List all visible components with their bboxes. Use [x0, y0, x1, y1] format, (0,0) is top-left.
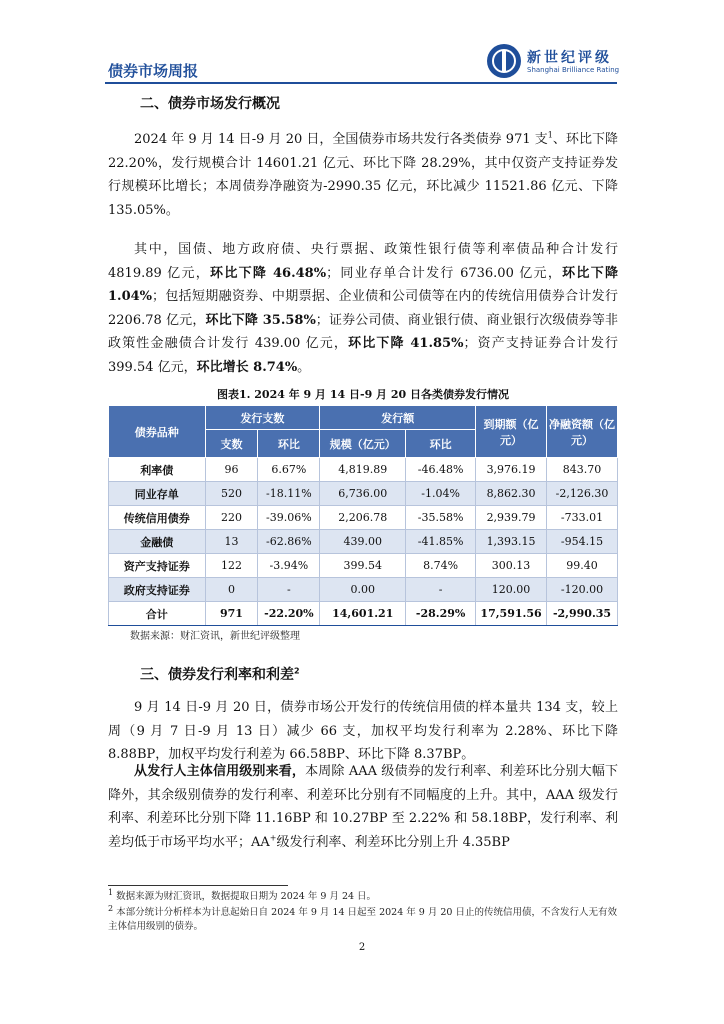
header-count-group: 发行支数 — [205, 406, 320, 430]
footnote-2: $^2$ 本部分统计分析样本为计息起始日自 2024 年 9 月 14 日起至 2024 年 9 月 20 日止的传统信用债，不含发行人无有效主体信用级别的债券。 — [108, 903, 617, 932]
header-maturity: 到期额（亿元） — [476, 406, 547, 458]
cell-maturity: 300.13 — [476, 554, 547, 578]
cell-count: 220 — [205, 506, 258, 530]
cell-net: -954.15 — [547, 530, 618, 554]
cell-name: 传统信用债券 — [109, 506, 206, 530]
cell-amount: 4,819.89 — [320, 458, 406, 482]
cell-count: 520 — [205, 482, 258, 506]
header-count-change: 环比 — [258, 430, 320, 458]
cell-count-change: -3.94% — [258, 554, 320, 578]
cell-maturity: 1,393.15 — [476, 530, 547, 554]
cell-name: 政府支持证券 — [109, 578, 206, 602]
logo-emblem-icon — [487, 44, 521, 78]
paragraph-rates-summary: 9 月 14 日-9 月 20 日，债券市场公开发行的传统信用债的样本量共 134 支，较上周（9 月 7 日-9 月 13 日）减少 66 支，加权平均发行利率为 2.28%、环比下降 8.88BP，加权平均发行利差为 66.58BP、环比下降 8.37BP。 — [108, 700, 618, 762]
cell-net: -733.01 — [547, 506, 618, 530]
cell-count: 971 — [205, 602, 258, 626]
cell-maturity: 3,976.19 — [476, 458, 547, 482]
table-row — [109, 506, 618, 530]
cell-count-change: -18.11% — [258, 482, 320, 506]
footnote-1: $^1$ 数据来源为财汇资讯，数据提取日期为 2024 年 9 月 24 日。 — [108, 887, 377, 902]
table-total-row — [109, 602, 618, 626]
table-row — [109, 482, 618, 506]
table-row — [109, 554, 618, 578]
cell-count: 96 — [205, 458, 258, 482]
paragraph-issuance-summary: 2024 年 9 月 14 日-9 月 20 日，全国债券市场共发行各类债券 971 支$^1$、环比下降 22.20%，发行规模合计 14601.21 亿元、环比下降 28.29%，其中仅资产支持证券发行规模环比增长；本周债券净融资为-2990.35 亿元，环比减少 11521.86 亿元、下降 135.05%。 — [108, 130, 618, 218]
header-divider — [105, 82, 617, 84]
cell-amount-change: -28.29% — [406, 602, 476, 626]
cell-count-change: -22.20% — [258, 602, 320, 626]
section-heading-issuance: 二、债券市场发行概况 — [140, 96, 280, 112]
cell-name: 合计 — [109, 602, 206, 626]
footnote-ref-2[interactable]: 2 — [294, 666, 300, 676]
header-amount: 规模（亿元） — [320, 430, 406, 458]
cell-count: 0 — [205, 578, 258, 602]
table-row — [109, 578, 618, 602]
cell-amount-change: -41.85% — [406, 530, 476, 554]
cell-name: 金融债 — [109, 530, 206, 554]
cell-net: -120.00 — [547, 578, 618, 602]
cell-amount: 0.00 — [320, 578, 406, 602]
cell-maturity: 2,939.79 — [476, 506, 547, 530]
cell-maturity: 120.00 — [476, 578, 547, 602]
footnote-ref-1[interactable]: 1 — [547, 130, 553, 140]
cell-amount-change: -46.48% — [406, 458, 476, 482]
cell-maturity: 17,591.56 — [476, 602, 547, 626]
cell-net: 843.70 — [547, 458, 618, 482]
cell-count: 122 — [205, 554, 258, 578]
table-row — [109, 530, 618, 554]
table-source: 数据来源：财汇资讯，新世纪评级整理 — [130, 631, 300, 642]
cell-net: -2,126.30 — [547, 482, 618, 506]
cell-name: 资产支持证券 — [109, 554, 206, 578]
brand-logo — [487, 44, 620, 84]
cell-count-change: - — [258, 578, 320, 602]
cell-count-change: -62.86% — [258, 530, 320, 554]
cell-amount: 6,736.00 — [320, 482, 406, 506]
cell-amount: 399.54 — [320, 554, 406, 578]
page-number: 2 — [358, 942, 366, 953]
footnote-divider — [108, 885, 288, 886]
header-amount-group: 发行额 — [320, 406, 476, 430]
header-type: 债券品种 — [109, 406, 206, 458]
report-title: 债券市场周报 — [108, 62, 199, 80]
cell-count-change: 6.67% — [258, 458, 320, 482]
header-net-financing: 净融资额（亿元） — [547, 406, 618, 458]
header-amount-change: 环比 — [406, 430, 476, 458]
header-count: 支数 — [205, 430, 258, 458]
cell-count-change: -39.06% — [258, 506, 320, 530]
paragraph-issuance-breakdown: 其中，国债、地方政府债、央行票据、政策性银行债等利率债品种合计发行 4819.89 亿元，环比下降 46.48%；同业存单合计发行 6736.00 亿元，环比下降 1.04%；包括短期融资券、中期票据、企业债和公司债等在内的传统信用债券合计发行 2206.78 亿元，环比下降 35.58%；证券公司债、商业银行债、商业银行次级债券等非政策性金融债合计发行 439.00 亿元，环比下降 41.85%；资产支持证券合计发行 399.54 亿元，环比增长 8.74%。 — [108, 242, 618, 375]
cell-count: 13 — [205, 530, 258, 554]
cell-name: 利率债 — [109, 458, 206, 482]
cell-amount-change: -35.58% — [406, 506, 476, 530]
logo-chinese-name: 新世纪评级 — [527, 50, 612, 66]
paragraph-rates-by-rating: 从发行人主体信用级别来看，本周除 AAA 级债券的发行利率、利差环比分别大幅下降外，其余级别债券的发行利率、利差环比分别有不同幅度的上升。其中，AAA 级发行利率、利差环比分别下降 11.16BP 和 10.27BP 至 2.22% 和 58.18BP，发行利率、利差均低于市场平均水平；AA+级发行利率、利差环比分别上升 4.35BP — [108, 764, 618, 850]
cell-name: 同业存单 — [109, 482, 206, 506]
cell-amount: 439.00 — [320, 530, 406, 554]
table-caption: 图表1. 2024 年 9 月 14 日-9 月 20 日各类债券发行情况 — [216, 388, 510, 401]
cell-maturity: 8,862.30 — [476, 482, 547, 506]
section-heading-rates: 三、债券发行利率和利差$^2$ — [140, 666, 300, 683]
cell-net: 99.40 — [547, 554, 618, 578]
cell-amount-change: - — [406, 578, 476, 602]
cell-amount: 14,601.21 — [320, 602, 406, 626]
cell-net: -2,990.35 — [547, 602, 618, 626]
cell-amount: 2,206.78 — [320, 506, 406, 530]
cell-amount-change: 8.74% — [406, 554, 476, 578]
logo-english-name: Shanghai Brilliance Rating — [527, 66, 620, 74]
issuance-table — [108, 405, 618, 626]
table-row — [109, 458, 618, 482]
cell-amount-change: -1.04% — [406, 482, 476, 506]
